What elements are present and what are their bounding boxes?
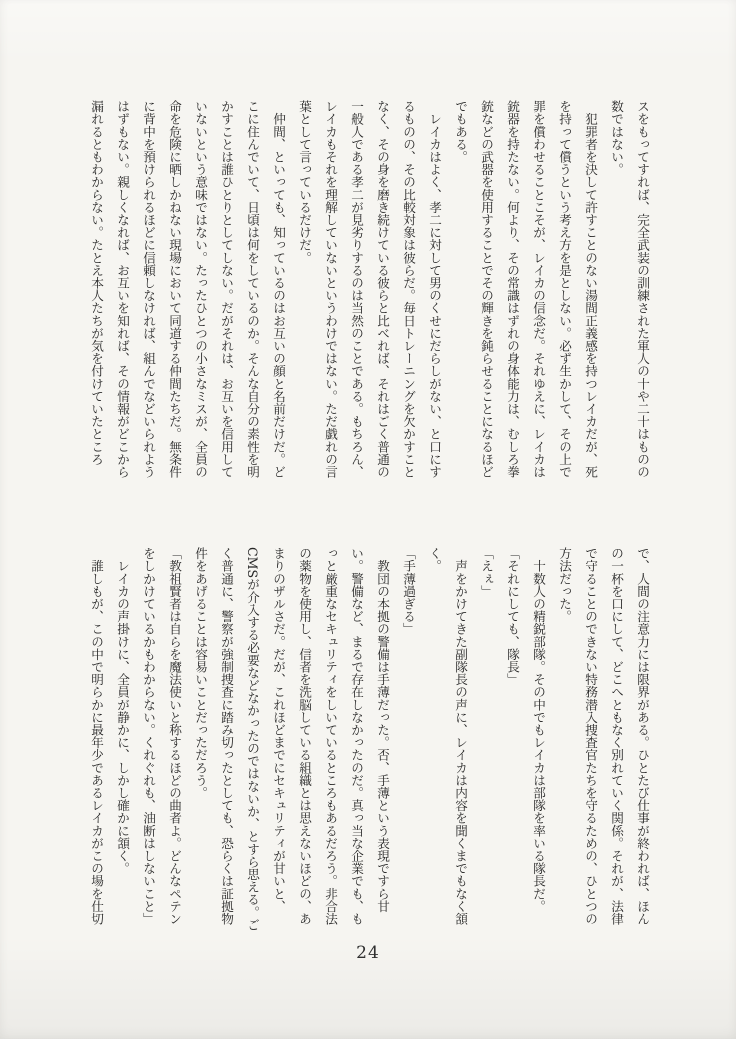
text-line: 犯罪者を決して許すことのない湯間正義感を持つレイカだが、死 [583, 100, 598, 478]
text-line: 銃器を持たない。何より、その常識はずれの身体能力は、むしろ拳 [505, 100, 520, 478]
text-line: 件をあげることは容易いことだっただろう。 [193, 547, 208, 799]
text-line: 罪を償わせることこそが、レイカの信念だ。それゆえに、レイカは [531, 100, 546, 478]
text-line: で守ることのできない特務潜入捜査官たちを守るための、ひとつの [583, 547, 598, 925]
text-line: こに住んでいて、日頃は何をしているのか。そんな自分の素性を明 [245, 100, 260, 478]
text-line: かすことは誰ひとりとしてしない。だがそれは、お互いを信用して [219, 100, 234, 478]
page-number: 24 [356, 943, 380, 963]
text-line: に背中を預けられるほどに信頼しなければ、組んでなどいられよう [141, 100, 156, 478]
text-line: 葉として言っているだけだ。 [297, 100, 312, 264]
text-line: の一杯を口にして、どこへともなく別れていく関係。それが、法律 [609, 547, 624, 925]
text-line: 「手薄過ぎる」 [401, 547, 416, 636]
text-line: 誰しもが、この中で明らかに最年少であるレイカがこの場を仕切 [89, 547, 104, 925]
text-line: はずもない。親しくなれば、お互いを知れば、その情報がどこから [115, 100, 130, 478]
text-line: るものの、その比較対象は彼らだ。毎日トレーニングを欠かすこと [401, 100, 416, 478]
text-line: 銃などの武器を使用することでその輝きを鈍らせることになるほど [479, 100, 494, 478]
text-line: 声をかけてきた副隊長の声に、レイカは内容を聞くまでもなく頷 [453, 547, 468, 925]
text-line: を持って償うという考え方を是としない。必ず生かして、その上で [557, 100, 572, 478]
text-line: スをもってすれば、完全武装の訓練された軍人の十や二十はものの [635, 100, 650, 478]
text-line: まりのザルさだ。だが、これほどまでにセキュリティが甘いと、 [271, 547, 286, 913]
text-line: をしかけているかもわからない。くれぐれも、油断はしないこと」 [141, 547, 156, 925]
text-line: 「それにしても、隊長」 [505, 547, 520, 686]
text-line: で、人間の注意力には限界がある。ひとたび仕事が終われば、ほん [635, 547, 650, 925]
text-line: 命を危険に晒しかねない現場において同道する仲間たちだ。無条件 [167, 100, 182, 478]
text-line: でもある。 [453, 100, 468, 163]
text-line: 一般人である孝二が見劣りするのは当然のことである。もちろん、 [349, 100, 364, 478]
text-line: レイカもそれを理解していないというわけではない。ただ戯れの言 [323, 100, 338, 478]
text-line: レイカはよく、孝二に対して男のくせにだらしがない、と口にす [427, 100, 442, 478]
text-line: CMSが介入する必要などなかったのではないか、とすら思える。ご [245, 547, 260, 931]
text-line: 方法だった。 [557, 547, 572, 623]
text-line: く。 [427, 547, 442, 573]
text-line: 「えぇ」 [479, 547, 494, 598]
text-line: い。警備など、まるで存在しなかったのだ。真っ当な企業でも、も [349, 547, 364, 925]
text-line: 漏れるともわからない。たとえ本人たちが気を付けていたところ [89, 100, 104, 466]
text-block-lower [82, 547, 655, 931]
text-line: いないという意味ではない。たったひとつの小さなミスが、全員の [193, 100, 208, 478]
text-line: の薬物を使用し、信者を洗脳している組織とは思えないほどの、あ [297, 547, 312, 925]
text-block-upper [82, 100, 655, 480]
text-line: 仲間、といっても、知っているのはお互いの顔と名前だけだ。ど [271, 100, 286, 478]
text-line: っと厳重なセキュリティをしいているところもあるだろう。非合法 [323, 547, 338, 925]
text-line: 教団の本拠の警備は手薄だった。否、手薄という表現ですら甘 [375, 547, 390, 913]
text-line: レイカの声掛けに、全員が静かに、しかし確かに頷く。 [115, 547, 130, 875]
text-line: く普通に、警察が強制捜査に踏み切ったとしても、恐らくは証拠物 [219, 547, 234, 925]
text-line: 数ではない。 [609, 100, 624, 176]
text-line: 十数人の精鋭部隊。その中でもレイカは部隊を率いる隊長だ。 [531, 547, 546, 913]
text-line: なく、その身を磨き続けている彼らと比べれば、それはごく普通の [375, 100, 390, 478]
text-line: 「教祖賢者は自らを魔法使いと称するほどの曲者よ。どんなペテン [167, 547, 182, 925]
